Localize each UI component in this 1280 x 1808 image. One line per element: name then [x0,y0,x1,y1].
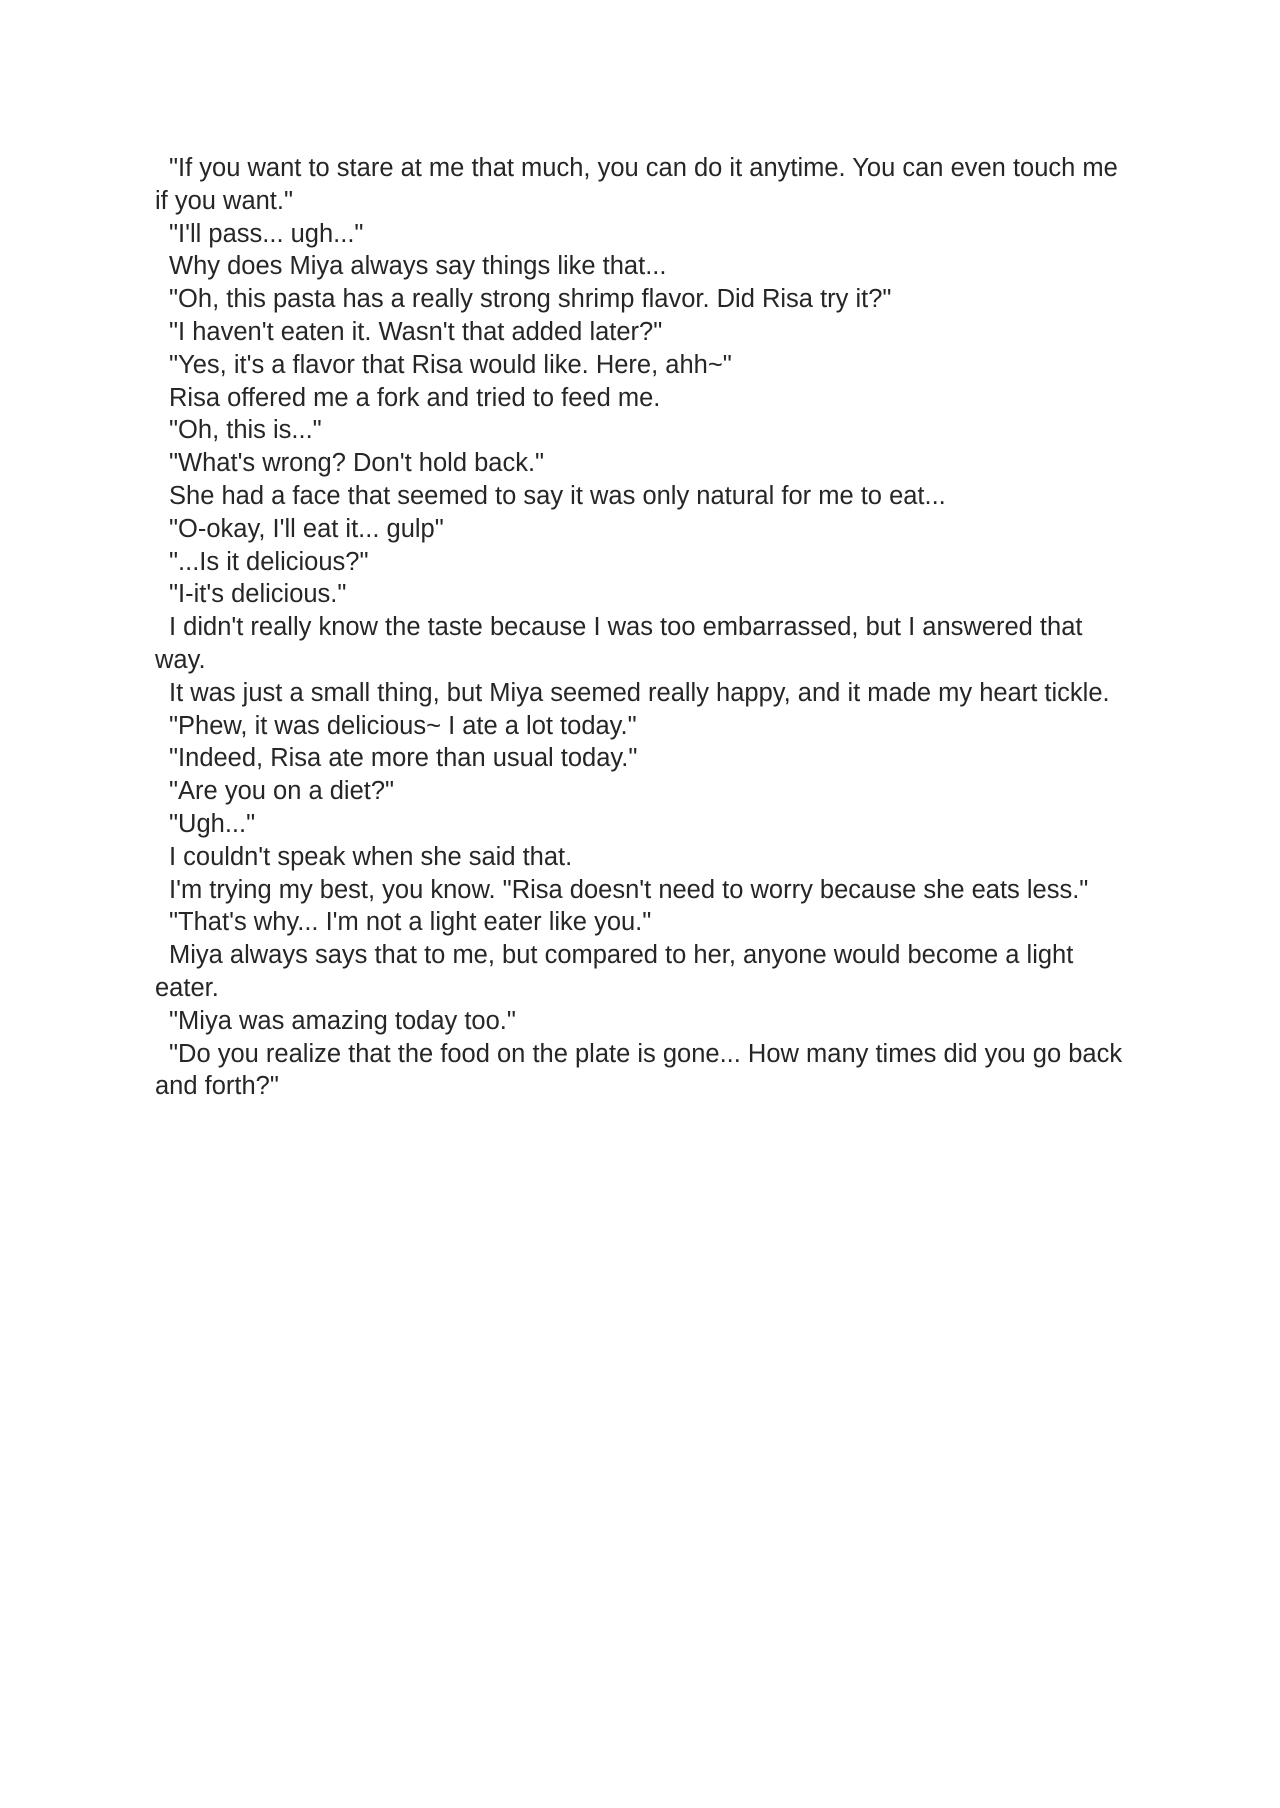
paragraph: "Are you on a diet?" [169,777,395,806]
paragraph: Miya always says that to me, but compared to her, anyone would become a light eater. [155,941,1074,1002]
paragraph: "Miya was amazing today too." [169,1006,516,1035]
paragraph: "What's wrong? Don't hold back." [169,449,545,478]
paragraph: I didn't really know the taste because I was too embarrassed, but I answered that way. [155,613,1083,674]
paragraph: "Oh, this pasta has a really strong shrimp flavor. Did Risa try it?" [169,285,892,314]
paragraph: "Phew, it was delicious~ I ate a lot today." [169,711,637,740]
paragraph: "I haven't eaten it. Wasn't that added later?" [169,317,663,346]
paragraph: It was just a small thing, but Miya seemed really happy, and it made my heart tickle. [169,678,1110,707]
paragraph: I couldn't speak when she said that. [169,842,573,871]
paragraph: "Yes, it's a flavor that Risa would like. Here, ahh~" [169,350,732,379]
paragraph: "Indeed, Risa ate more than usual today." [169,744,638,773]
paragraph: "Ugh..." [169,809,256,838]
paragraph: "Do you realize that the food on the plate is gone... How many times did you go back and forth?" [155,1039,1123,1101]
paragraph: "O-okay, I'll eat it... gulp" [169,514,444,543]
paragraph: "...Is it delicious?" [169,547,369,576]
paragraph: "I'll pass... ugh..." [169,219,364,248]
paragraph: "Oh, this is..." [169,416,322,445]
paragraph: Why does Miya always say things like that... [169,252,667,281]
paragraph: "That's why... I'm not a light eater like you." [169,908,652,937]
story-text [155,152,1130,1103]
paragraph: "If you want to stare at me that much, you can do it anytime. You can even touch me if you want." [155,154,1118,215]
paragraph: I'm trying my best, you know. "Risa doesn't need to worry because she eats less." [169,875,1089,904]
paragraph: She had a face that seemed to say it was only natural for me to eat... [169,481,946,510]
paragraph: Risa offered me a fork and tried to feed me. [169,383,661,412]
paragraph: "I-it's delicious." [169,580,347,609]
